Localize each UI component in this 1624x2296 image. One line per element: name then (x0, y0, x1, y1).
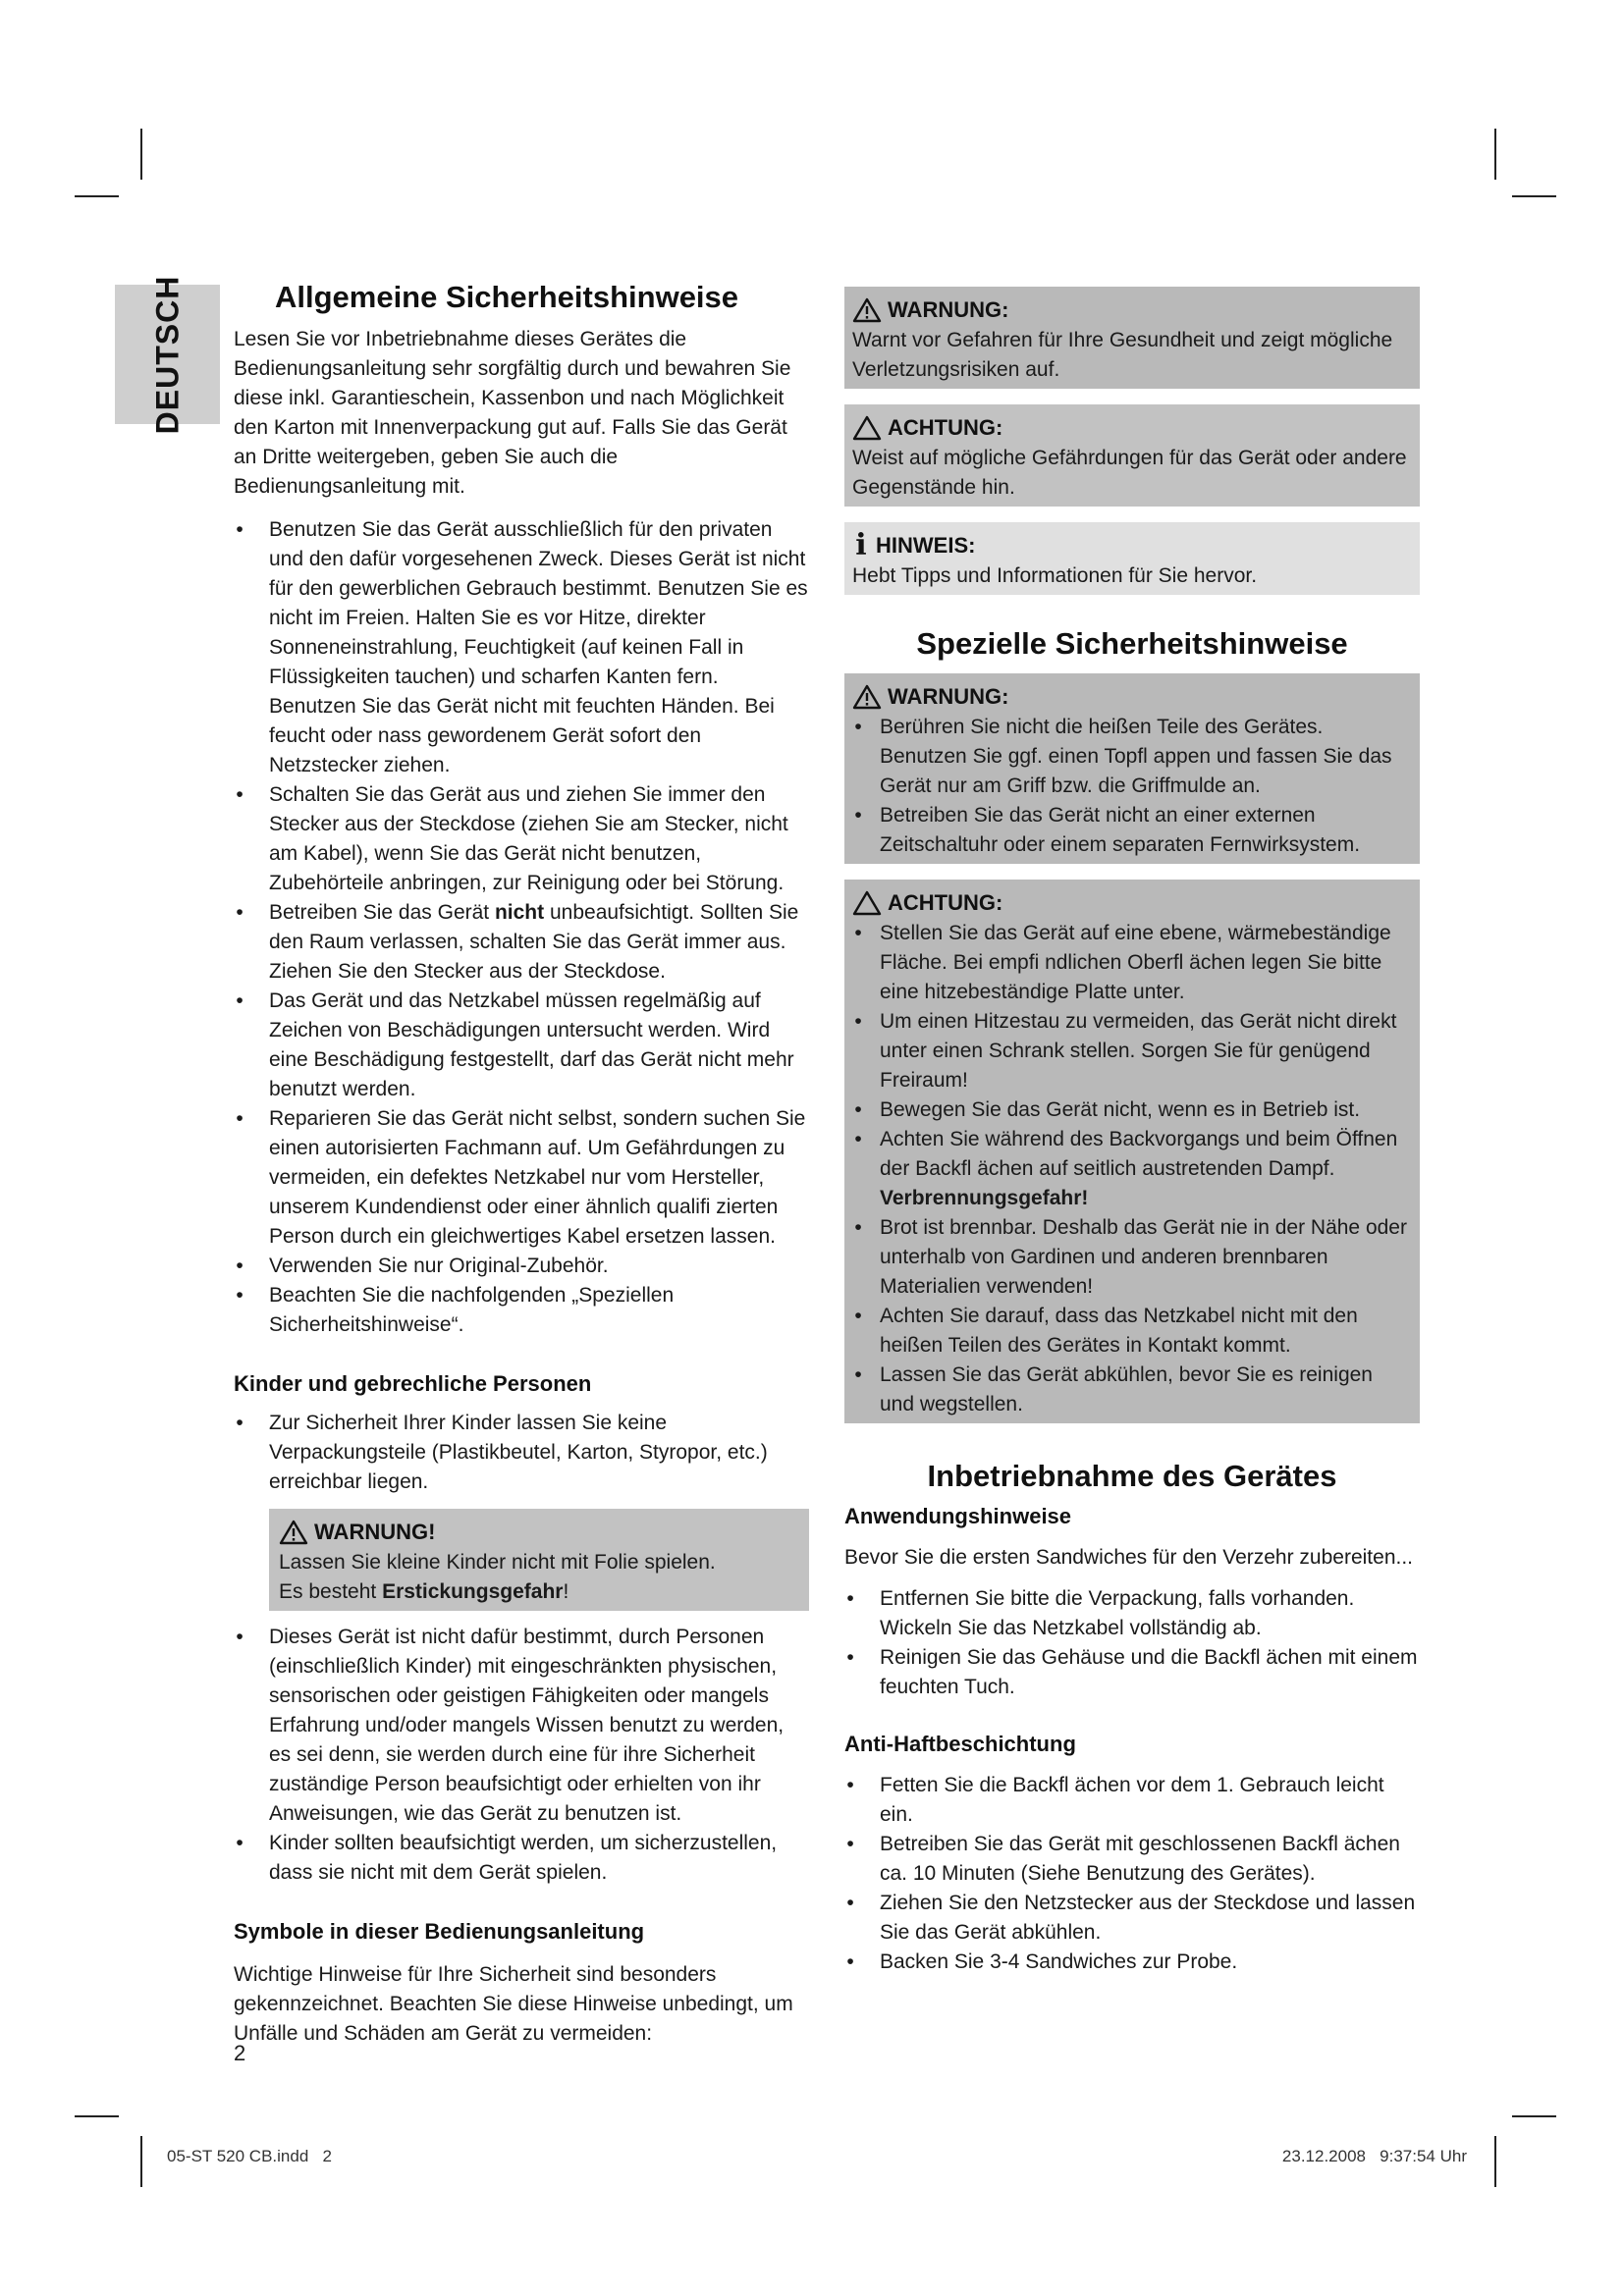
warning-line-2: Es besteht Erstickungsgefahr! (279, 1580, 569, 1603)
list-item: • Zur Sicherheit Ihrer Kinder lassen Sie keine Verpackungsteile (Plastikbeutel, Karton, Styropor, etc.) erreichbar liegen. (234, 1409, 809, 1497)
info-icon: i (855, 528, 867, 562)
special-warning-header (852, 681, 1412, 713)
list-item: • Benutzen Sie das Gerät ausschließlich für den privaten und den dafür vorgesehenen Zweck. Dieses Gerät ist nicht für den gewerblichen Gebrauch bestimmt. Benutzen Sie es nicht im Freien. Halten Sie es vor Hitze, direkter Sonneneinstrahlung, Feuchtigkeit (auf keinen Fall in Flüssigkeiten tauchen) und scharfen Kanten fern. Benutzen Sie das Gerät nicht mit feuchten Händen. Bei feucht oder nass gewordenem Gerät sofort den Netzstecker ziehen. (234, 515, 809, 780)
symbols-paragraph: Wichtige Hinweise für Ihre Sicherheit sind besonders gekennzeichnet. Beachten Sie diese Hinweise unbedingt, um Unfälle und Schäden am Gerät zu vermeiden: (234, 1963, 793, 2045)
special-warning-label: WARNUNG: (888, 684, 1009, 709)
heading-children: Kinder und gebrechliche Personen (234, 1371, 592, 1396)
crop-mark (140, 129, 142, 180)
section-title-startup: Inbetriebnahme des Gerätes (927, 1459, 1337, 1493)
special-warning-list (852, 713, 1412, 860)
legend-warning-label: WARNUNG: (888, 297, 1009, 322)
legend-caution-text: Weist auf mögliche Gefährdungen für das Gerät oder andere Gegenstände hin. (852, 447, 1407, 499)
language-tab-label: DEUTSCH (149, 275, 186, 434)
special-caution-box (844, 880, 1420, 1423)
children-list (234, 1409, 809, 1497)
legend-info-text: Hebt Tipps und Informationen für Sie hervor. (852, 564, 1258, 587)
list-item: • Lassen Sie das Gerät abkühlen, bevor Sie es reinigen und wegstellen. (852, 1361, 1412, 1419)
left-column (234, 278, 809, 2049)
list-item: • Kinder sollten beaufsichtigt werden, um sicherzustellen, dass sie nicht mit dem Gerät spielen. (234, 1829, 809, 1888)
legend-warning-text: Warnt vor Gefahren für Ihre Gesundheit und zeigt mögliche Verletzungsrisiken auf. (852, 329, 1393, 381)
warning-triangle-icon (852, 297, 882, 323)
section-title-special-safety: Spezielle Sicherheitshinweise (916, 626, 1348, 661)
list-item: • Fetten Sie die Backfl ächen vor dem 1. Gebrauch leicht ein. (844, 1771, 1420, 1830)
warning-box-header (279, 1517, 801, 1548)
crop-mark (140, 2136, 142, 2187)
intro-paragraph: Lesen Sie vor Inbetriebnahme dieses Gerätes die Bedienungsanleitung sehr sorgfältig durch und bewahren Sie diese inkl. Garantieschein, Kassenbon und nach Möglichkeit den Karton mit Innenverpackung gut auf. Falls Sie das Gerät an Dritte weitergeben, geben Sie auch die Bedienungsanleitung mit. (234, 328, 791, 498)
list-item: • Beachten Sie die nachfolgenden „Speziellen Sicherheitshinweise“. (234, 1281, 809, 1340)
right-column (844, 287, 1420, 1977)
warning-triangle-icon (852, 684, 882, 710)
list-item: • Achten Sie darauf, dass das Netzkabel nicht mit den heißen Teilen des Gerätes in Kontakt kommt. (852, 1302, 1412, 1361)
warning-box-children (269, 1509, 809, 1611)
heading-usage-notes: Anwendungshinweise (844, 1504, 1072, 1528)
crop-mark (1494, 129, 1496, 180)
special-caution-header (852, 887, 1412, 919)
list-item: • Brot ist brennbar. Deshalb das Gerät nie in der Nähe oder unterhalb von Gardinen und anderen brennbaren Materialien verwenden! (852, 1213, 1412, 1302)
section-title-general-safety: Allgemeine Sicherheitshinweise (274, 280, 739, 314)
page-number: 2 (234, 2041, 246, 2065)
list-item: • Berühren Sie nicht die heißen Teile des Gerätes. Benutzen Sie ggf. einen Topfl appen und fassen Sie das Gerät nur am Griff bzw. die Griffmulde an. (852, 713, 1412, 801)
file-slug: 05-ST 520 CB.indd 2 (167, 2147, 332, 2165)
legend-warning-header (852, 294, 1412, 326)
special-caution-label: ACHTUNG: (888, 890, 1003, 915)
usage-intro: Bevor Sie die ersten Sandwiches für den Verzehr zubereiten... (844, 1546, 1413, 1569)
legend-info-box (844, 522, 1420, 595)
list-item: • Reparieren Sie das Gerät nicht selbst, sondern suchen Sie einen autorisierten Fachmann auf. Um Gefährdungen zu vermeiden, ein defektes Netzkabel nur vom Hersteller, unserem Kundendienst oder einer ähnlich qualifi zierten Person durch ein gleichwertiges Kabel ersetzen lassen. (234, 1104, 809, 1252)
legend-info-header (852, 530, 1412, 561)
legend-info-label: HINWEIS: (876, 533, 976, 558)
legend-caution-header (852, 412, 1412, 444)
list-item: • Verwenden Sie nur Original-Zubehör. (234, 1252, 809, 1281)
list-item: • Betreiben Sie das Gerät nicht an einer externen Zeitschaltuhr oder einem separaten Fernwirksystem. (852, 801, 1412, 860)
legend-caution-box (844, 404, 1420, 507)
non-stick-list (844, 1771, 1420, 1977)
heading-symbols: Symbole in dieser Bedienungsanleitung (234, 1919, 645, 1944)
list-item: • Stellen Sie das Gerät auf eine ebene, wärmebeständige Fläche. Bei empfi ndlichen Oberfl ächen legen Sie bitte eine hitzebeständige Platte unter. (852, 919, 1412, 1007)
warning-triangle-icon (279, 1520, 308, 1545)
warning-label: WARNUNG! (314, 1520, 436, 1544)
list-item: • Um einen Hitzestau zu vermeiden, das Gerät nicht direkt unter einen Schrank stellen. Sorgen Sie für genügend Freiraum! (852, 1007, 1412, 1095)
list-item: • Das Gerät und das Netzkabel müssen regelmäßig auf Zeichen von Beschädigungen untersucht werden. Wird eine Beschädigung festgestellt, darf das Gerät nicht mehr benutzt werden. (234, 987, 809, 1104)
crop-mark (1494, 2136, 1496, 2187)
list-item: • Betreiben Sie das Gerät nicht unbeaufsichtigt. Sollten Sie den Raum verlassen, schalten Sie das Gerät immer aus. Ziehen Sie den Stecker aus der Steckdose. (234, 898, 809, 987)
list-item: • Bewegen Sie das Gerät nicht, wenn es in Betrieb ist. (852, 1095, 1412, 1125)
list-item: • Achten Sie während des Backvorgangs und beim Öffnen der Backfl ächen auf seitlich austretenden Dampf. Verbrennungsgefahr! (852, 1125, 1412, 1213)
list-item: • Dieses Gerät ist nicht dafür bestimmt, durch Personen (einschließlich Kinder) mit eingeschränkten physischen, sensorischen oder geistigen Fähigkeiten oder mangels Erfahrung und/oder mangels Wissen benutzt zu werden, es sei denn, sie werden durch eine für ihre Sicherheit zuständige Person beaufsichtigt oder erhielten von ihr Anweisungen, wie das Gerät zu benutzen ist. (234, 1623, 809, 1829)
crop-mark (75, 195, 119, 197)
special-warning-box (844, 673, 1420, 864)
special-caution-list (852, 919, 1412, 1419)
children-list-2 (234, 1623, 809, 1888)
heading-non-stick: Anti-Haftbeschichtung (844, 1732, 1076, 1756)
list-item: • Entfernen Sie bitte die Verpackung, falls vorhanden. Wickeln Sie das Netzkabel vollständig ab. (844, 1584, 1420, 1643)
crop-mark (1512, 195, 1556, 197)
crop-mark (1512, 2115, 1556, 2117)
caution-triangle-icon (852, 890, 882, 916)
usage-list (844, 1584, 1420, 1702)
list-item: • Backen Sie 3-4 Sandwiches zur Probe. (844, 1948, 1420, 1977)
general-safety-list (234, 515, 809, 1340)
warning-line-1: Lassen Sie kleine Kinder nicht mit Folie spielen. (279, 1551, 716, 1574)
list-item: • Ziehen Sie den Netzstecker aus der Steckdose und lassen Sie das Gerät abkühlen. (844, 1889, 1420, 1948)
list-item: • Schalten Sie das Gerät aus und ziehen Sie immer den Stecker aus der Steckdose (ziehen Sie am Stecker, nicht am Kabel), wenn Sie das Gerät nicht benutzen, Zubehörteile anbringen, zur Reinigung oder bei Störung. (234, 780, 809, 898)
crop-mark (75, 2115, 119, 2117)
legend-caution-label: ACHTUNG: (888, 415, 1003, 440)
legend-warning-box (844, 287, 1420, 389)
caution-triangle-icon (852, 415, 882, 441)
list-item: • Reinigen Sie das Gehäuse und die Backfl ächen mit einem feuchten Tuch. (844, 1643, 1420, 1702)
date-slug: 23.12.2008 9:37:54 Uhr (1281, 2147, 1467, 2165)
list-item: • Betreiben Sie das Gerät mit geschlossenen Backfl ächen ca. 10 Minuten (Siehe Benutzung des Gerätes). (844, 1830, 1420, 1889)
